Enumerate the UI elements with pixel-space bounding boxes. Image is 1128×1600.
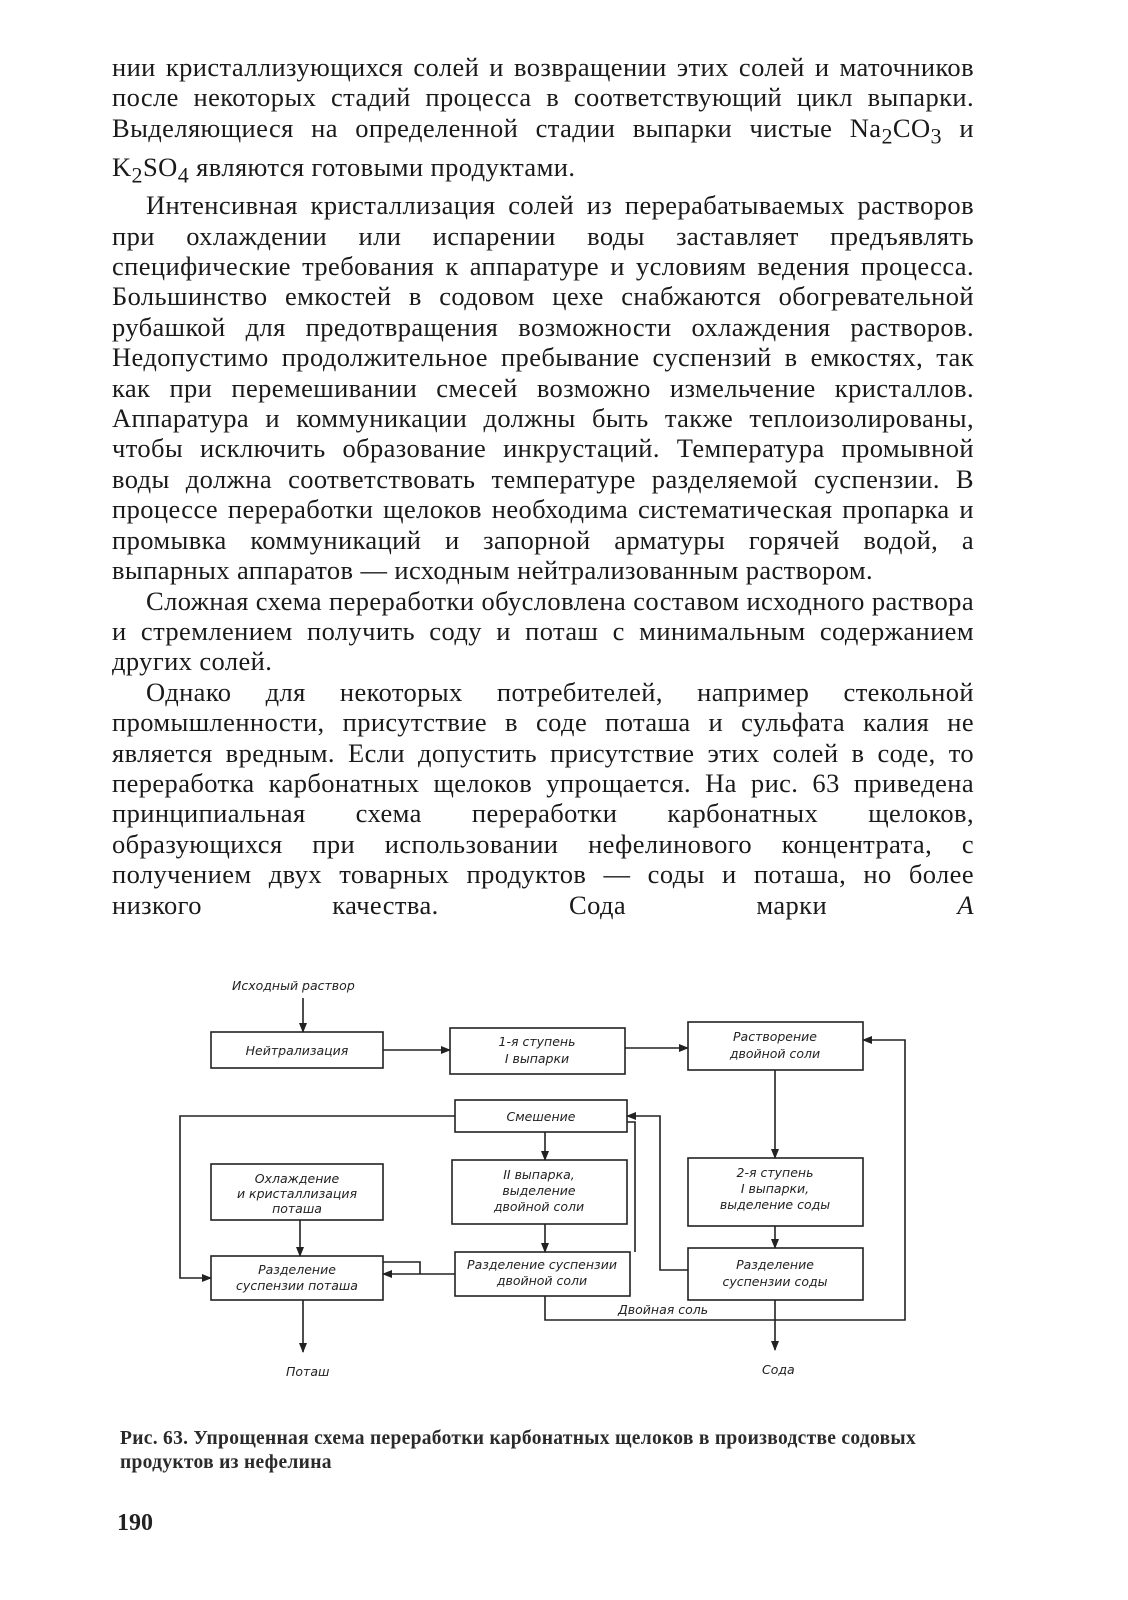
paragraph-3: Сложная схема переработки обусловлена составом исходного раствора и стремлением получить соду и поташ с минимальным содержанием других солей. <box>112 585 974 677</box>
paragraph-2: Интенсивная кристаллизация солей из перерабатываемых растворов при охлаждении или испарении воды заставляет предъявлять специфические требования к аппаратуре и условиям ведения процесса. Большинство емкостей в содовом цехе снабжаются обогревательной рубашкой для предотвращения возможности охлаждения растворов. Недопустимо продолжительное пребывание суспензий в емкостях, так как при перемешивании смесей возможно измельчение кристаллов. Аппаратура и коммуникации должны быть также теплоизолированы, чтобы исключить образование инкрустаций. Температура промывной воды должна соответствовать температуре разделяемой суспензии. В процессе переработки щелоков необходима систематическая пропарка и промывка коммуникаций и запорной арматуры горячей водой, а выпарных аппаратов — исходным нейтрализованным раствором. <box>112 190 974 586</box>
box-evap1-stage1-label-2: I выпарки <box>504 1051 570 1066</box>
figure-caption: Рис. 63. Упрощенная схема переработки карбонатных щелоков в производстве содовых продуктов из нефелина <box>120 1428 917 1473</box>
box-dissolve-label-1: Растворение <box>733 1029 817 1044</box>
box-evap1-stage1-label: 1-я ступень <box>498 1034 576 1049</box>
box-stage2-label-2: I выпарки, <box>740 1181 810 1196</box>
box-cooling-label-3: поташа <box>272 1201 322 1216</box>
box-sep-potash-label-2: суспензии поташа <box>236 1278 358 1293</box>
box-sep-soda-label-1: Разделение <box>736 1257 814 1272</box>
output-soda-label: Сода <box>762 1362 795 1377</box>
input-label: Исходный раствор <box>232 978 355 993</box>
box-sep-soda-label-2: суспензии соды <box>722 1274 828 1289</box>
box-cooling-label-2: и кристаллизация <box>236 1186 358 1201</box>
paragraph-1: нии кристаллизующихся солей и возвращении этих солей и маточников после некоторых стадий процесса в соответствующий цикл выпарки. Выделяющиеся на определенной стадии выпарки чистые $Na_2CO_3$ и $K_2SO_4$ являются готовыми продуктами. <box>112 52 974 187</box>
box-sep-double-salt-label-2: двойной соли <box>496 1273 588 1288</box>
paragraph-4: Однако для некоторых потребителей, например стекольной промышленности, присутствие в соде поташа и сульфата калия не является вредным. Если допустить присутствие этих солей в соде, то переработка карбонатных щелоков упрощается. На рис. 63 приведена принципиальная схема переработки карбонатных щелоков, образующихся при использовании нефелинового концентрата, с получением двух товарных продуктов — соды и поташа, но более низкого качества. Сода марки А <box>112 676 974 920</box>
box-stage2-label-3: выделение соды <box>719 1197 831 1212</box>
box-sep-double-salt-label-1: Разделение суспензии <box>467 1257 617 1272</box>
page-number: 190 <box>117 1510 153 1536</box>
box-evap2-label-2: выделение <box>502 1183 576 1198</box>
box-cooling-label-1: Охлаждение <box>254 1171 340 1186</box>
output-potash-label: Поташ <box>286 1364 330 1379</box>
box-dissolve-label-2: двойной соли <box>729 1046 821 1061</box>
body-text <box>112 52 974 920</box>
box-sep-potash-label-1: Разделение <box>258 1262 336 1277</box>
box-neutralization-label: Нейтрализация <box>245 1043 349 1058</box>
box-evap2-label-3: двойной соли <box>493 1199 585 1214</box>
box-stage2-label-1: 2-я ступень <box>736 1165 814 1180</box>
double-salt-label: Двойная соль <box>618 1302 709 1317</box>
box-mixing-label: Смешение <box>506 1109 576 1124</box>
process-flow-diagram <box>0 978 1128 1410</box>
box-evap2-label-1: II выпарка, <box>503 1167 575 1182</box>
